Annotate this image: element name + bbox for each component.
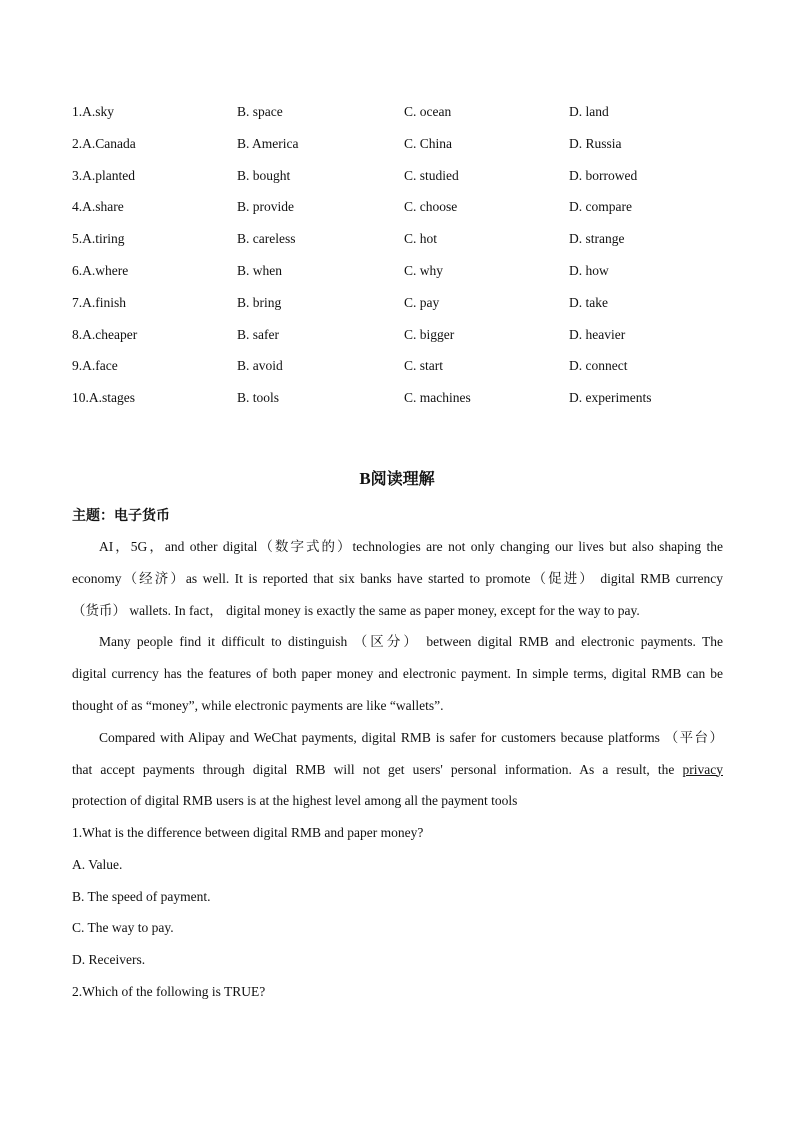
question-stem: 1.What is the difference between digital RMB and paper money? <box>72 825 424 840</box>
option-d: D. land <box>569 104 609 119</box>
option-d: D. experiments <box>569 390 652 406</box>
option-c: C. bigger <box>404 326 455 342</box>
option-b: B. space <box>237 104 283 119</box>
section-title: 阅读理解 <box>370 469 435 488</box>
option-row <box>72 350 732 382</box>
option-c: C. pay <box>404 294 440 310</box>
option-a: 7.A.finish <box>72 294 126 310</box>
option-a: 2.A.Canada <box>72 135 136 151</box>
option-c: C. hot <box>404 231 438 247</box>
option-c: C. start <box>404 358 443 374</box>
option-c: C. choose <box>404 199 458 215</box>
answer-option: B. The speed of payment. <box>72 888 211 904</box>
option-a: 9.A.face <box>72 358 118 374</box>
option-b: B. when <box>237 262 282 278</box>
reading-passage <box>72 531 723 817</box>
passage-line: Compared with Alipay and WeChat payments, digital RMB is safer for customers because platforms （平台） <box>99 729 723 745</box>
option-row <box>72 319 732 351</box>
option-d: D. Russia <box>569 135 622 151</box>
option-c: C. machines <box>404 390 471 406</box>
passage-line: thought of as “money”, while electronic payments are like “wallets”. <box>72 697 444 713</box>
option-d: D. connect <box>569 358 628 374</box>
answer-option: A. Value. <box>72 856 123 872</box>
option-d: D. heavier <box>569 326 626 342</box>
section-letter: B <box>359 469 371 488</box>
answer-option: D. Receivers. <box>72 952 146 968</box>
question-list <box>72 817 723 1008</box>
option-row <box>72 191 732 223</box>
option-b: B. bought <box>237 167 291 183</box>
option-row <box>72 223 732 255</box>
option-d: D. strange <box>569 231 625 247</box>
option-b: B. bring <box>237 294 282 310</box>
question-stem: 2.Which of the following is TRUE? <box>72 983 266 999</box>
option-row <box>72 160 732 192</box>
option-c: C. China <box>404 135 453 151</box>
option-a: 6.A.where <box>72 262 129 278</box>
passage-text: that accept payments through digital RMB will not get users' personal information. As a result, the <box>72 761 675 777</box>
option-b: B. provide <box>237 199 294 215</box>
option-d: D. borrowed <box>569 167 638 183</box>
cloze-options-table <box>72 96 732 414</box>
option-d: D. take <box>569 294 608 310</box>
option-c: C. why <box>404 262 444 278</box>
option-a: 3.A.planted <box>72 167 135 183</box>
option-row <box>72 96 732 128</box>
passage-line <box>72 754 723 786</box>
option-c: C. studied <box>404 167 459 183</box>
passage-line: protection of digital RMB users is at the highest level among all the payment tools <box>72 793 518 809</box>
option-row <box>72 382 732 414</box>
option-d: D. how <box>569 262 609 278</box>
option-a: 1.A.sky <box>72 104 115 119</box>
answer-option: C. The way to pay. <box>72 920 174 936</box>
passage-line: digital currency has the features of both paper money and electronic payment. In simple terms, digital RMB can be <box>72 666 723 682</box>
option-c: C. ocean <box>404 104 452 119</box>
option-a: 5.A.tiring <box>72 231 125 247</box>
section-heading <box>0 466 794 489</box>
option-b: B. avoid <box>237 358 283 374</box>
option-a: 10.A.stages <box>72 390 135 406</box>
option-b: B. tools <box>237 390 280 406</box>
passage-line: Many people find it difficult to distinguish （区分） between digital RMB and electronic payments. The <box>99 634 723 650</box>
option-b: B. safer <box>237 326 279 342</box>
option-b: B. America <box>237 135 299 151</box>
option-a: 4.A.share <box>72 199 124 215</box>
option-a: 8.A.cheaper <box>72 326 138 342</box>
passage-line: AI，5G，and other digital（数字式的）technologies are not only changing our lives but also shaping the <box>99 539 723 554</box>
topic-label: 主题：电子货币 <box>72 508 170 524</box>
underlined-word: privacy <box>682 761 723 777</box>
option-row <box>72 255 732 287</box>
option-d: D. compare <box>569 199 632 215</box>
option-row <box>72 128 732 160</box>
option-row <box>72 287 732 319</box>
passage-line: （货币） wallets. In fact， digital money is exactly the same as paper money, except for the way to pay. <box>72 602 640 618</box>
passage-line: economy（经济）as well. It is reported that six banks have started to promote（促进） digital RMB currency <box>72 570 723 586</box>
option-b: B. careless <box>237 231 296 247</box>
